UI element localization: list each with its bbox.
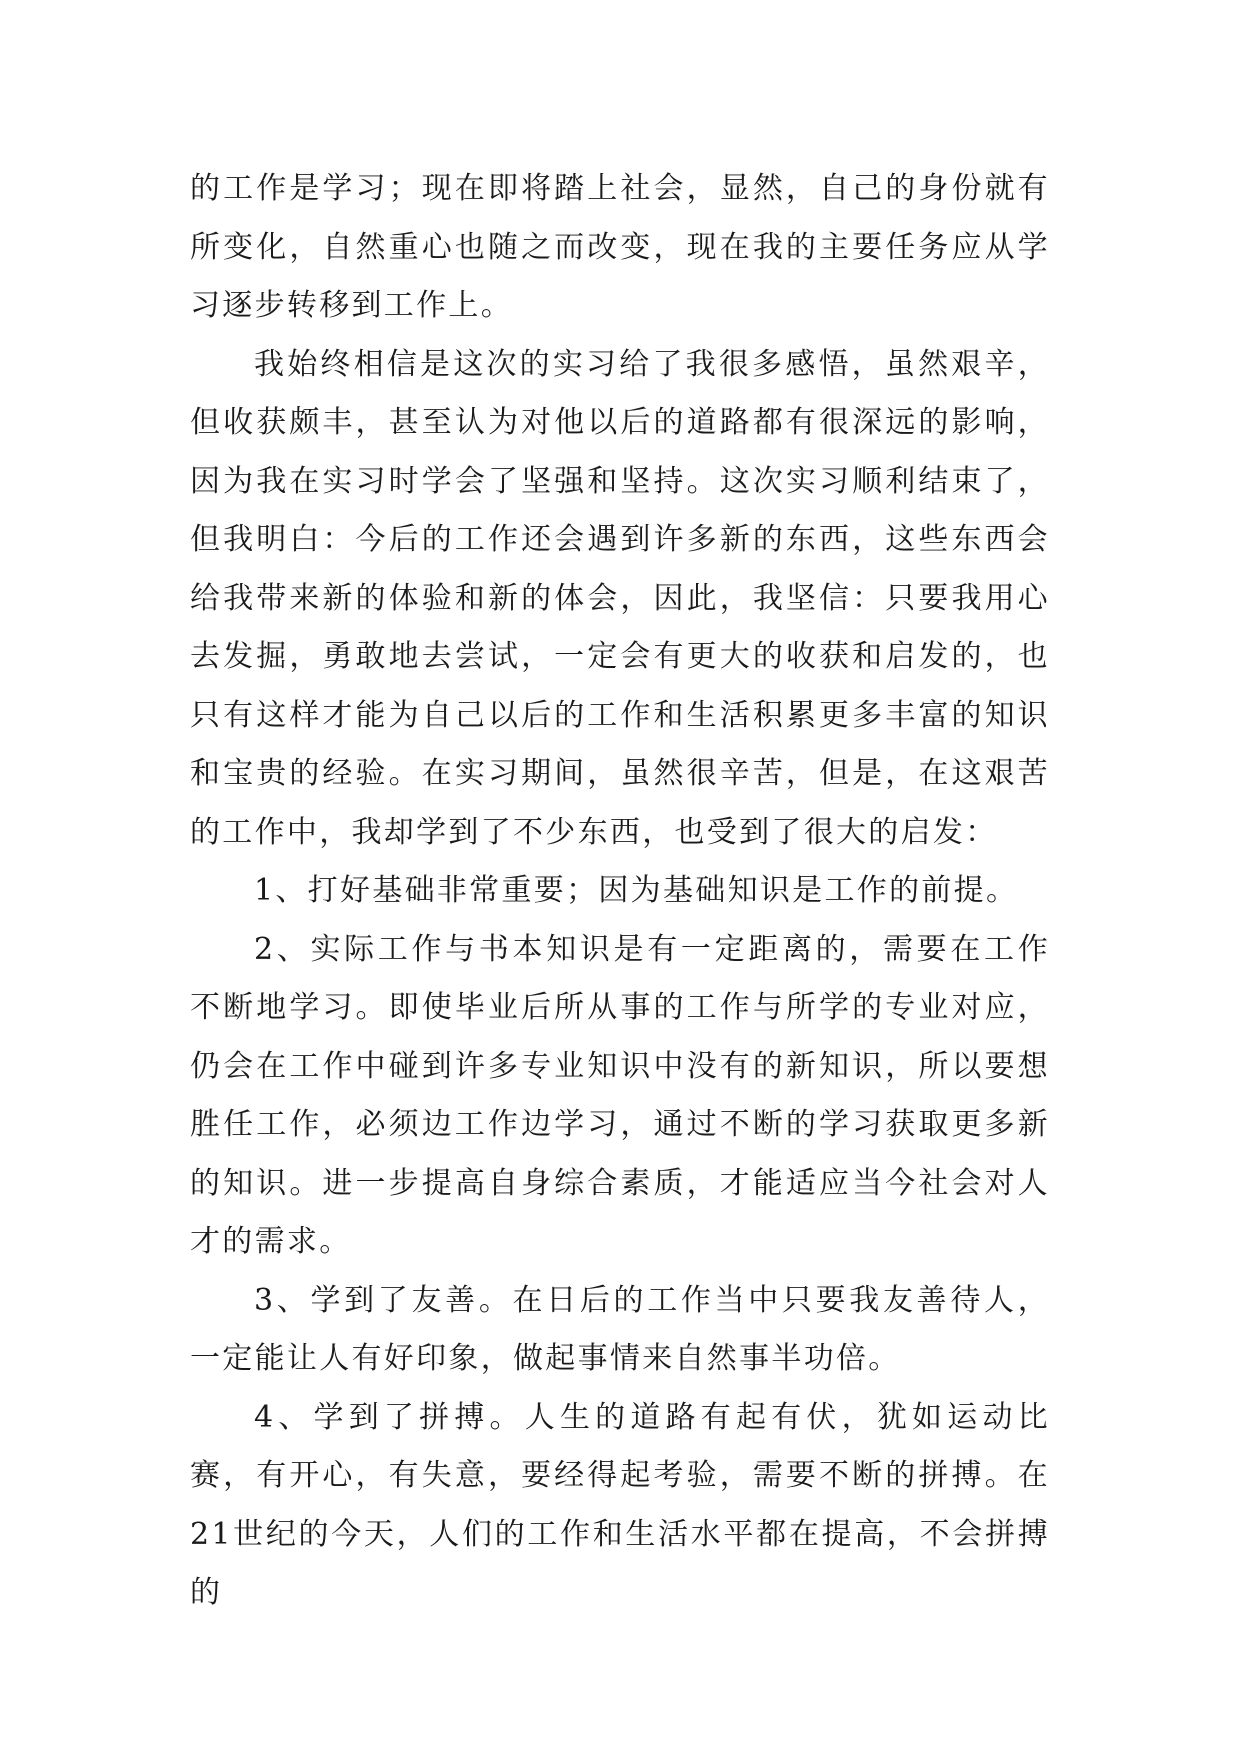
document-body	[190, 160, 1050, 1623]
list-item-2: 2、实际工作与书本知识是有一定距离的，需要在工作不断地学习。即使毕业后所从事的工作与所学的专业对应，仍会在工作中碰到许多专业知识中没有的新知识，所以要想胜任工作，必须边工作边学习，通过不断的学习获取更多新的知识。进一步提高自身综合素质，才能适应当今社会对人才的需求。	[190, 931, 1050, 1259]
list-item-1: 1、打好基础非常重要；因为基础知识是工作的前提。	[254, 873, 1019, 908]
paragraph-continuation: 的工作是学习；现在即将踏上社会，显然，自己的身份就有所变化，自然重心也随之而改变，现在我的主要任务应从学习逐步转移到工作上。	[190, 171, 1050, 323]
list-item-4: 4、学到了拼搏。人生的道路有起有伏，犹如运动比赛，有开心，有失意，要经得起考验，需要不断的拼搏。在21世纪的今天，人们的工作和生活水平都在提高，不会拼搏的	[190, 1399, 1050, 1610]
paragraph-internship-reflection: 我始终相信是这次的实习给了我很多感悟，虽然艰辛，但收获颇丰，甚至认为对他以后的道路都有很深远的影响，因为我在实习时学会了坚强和坚持。这次实习顺利结束了，但我明白：今后的工作还会遇到许多新的东西，这些东西会给我带来新的体验和新的体会，因此，我坚信：只要我用心去发掘，勇敢地去尝试，一定会有更大的收获和启发的，也只有这样才能为自己以后的工作和生活积累更多丰富的知识和宝贵的经验。在实习期间，虽然很辛苦，但是，在这艰苦的工作中，我却学到了不少东西，也受到了很大的启发：	[190, 346, 1050, 850]
list-item-3: 3、学到了友善。在日后的工作当中只要我友善待人，一定能让人有好印象，做起事情来自然事半功倍。	[190, 1282, 1050, 1376]
